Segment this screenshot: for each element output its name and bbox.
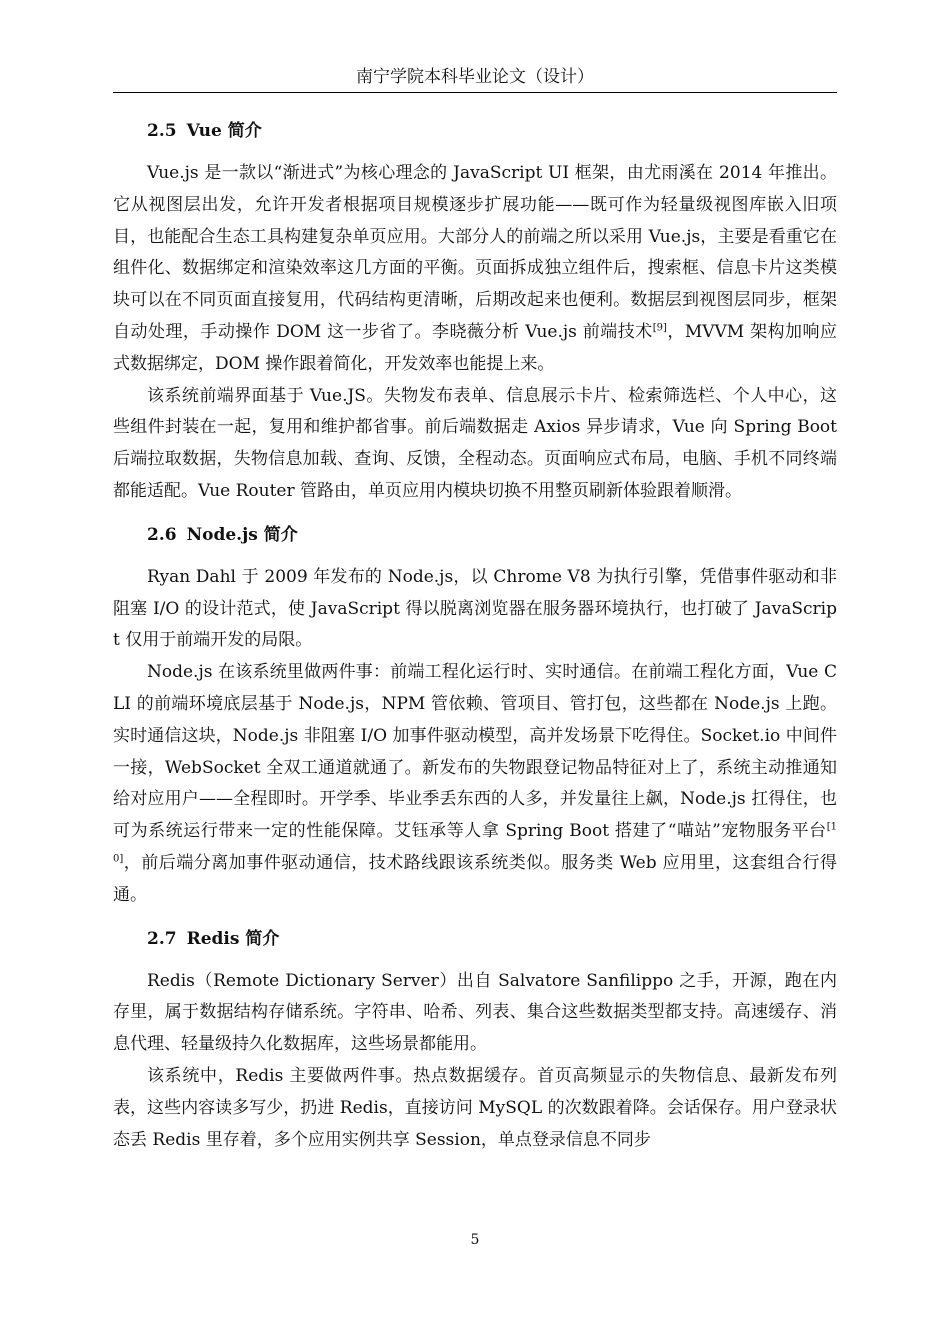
page-header — [113, 62, 837, 93]
paragraph-text: ，MVVM 架构加响应式数据绑定，DOM 操作跟着简化，开发效率也能提上来。 — [113, 321, 838, 374]
paragraph-text: ，前后端分离加事件驱动通信，技术路线跟该系统类似。服务类 Web 应用里，这套组合行得通。 — [113, 852, 837, 905]
section-heading-2-7 — [113, 922, 837, 956]
paragraph-vue-intro — [113, 158, 837, 381]
paragraph-vue-usage: 该系统前端界面基于 Vue.JS。失物发布表单、信息展示卡片、检索筛选栏、个人中心，这些组件封装在一起，复用和维护都省事。前后端数据走 Axios 异步请求，Vue 向 Spring Boot 后端拉取数据，失物信息加载、查询、反馈，全程动态。页面响应式布局，电脑、手机不同终端都能适配。Vue Router 管路由，单页应用内模块切换不用整页刷新体验跟着顺滑。 — [113, 385, 837, 501]
paragraph-node-usage — [113, 657, 837, 911]
section-title: Vue 简介 — [186, 121, 262, 141]
citation-9: [9] — [652, 322, 667, 334]
section-title: Node.js 简介 — [186, 524, 298, 545]
page-number: 5 — [470, 1232, 480, 1248]
section-title: Redis 简介 — [186, 928, 280, 949]
paragraph-redis-usage: 该系统中，Redis 主要做两件事。热点数据缓存。首页高频显示的失物信息、最新发布列表，这些内容读多写少，扔进 Redis，直接访问 MySQL 的次数跟着降。会话保存。用户登录状态丢 Redis 里存着，多个应用实例共享 Session，单点登录信息不同步 — [113, 1065, 837, 1150]
paragraph-text: Node.js 在该系统里做两件事：前端工程化运行时、实时通信。在前端工程化方面，Vue CLI 的前端环境底层基于 Node.js，NPM 管依赖、管项目、管打包，这些都在 Node.js 上跑。实时通信这块，Node.js 非阻塞 I/O 加事件驱动模型，高并发场景下吃得住。Socket.io 中间件一接，WebSocket 全双工通道就通了。新发布的失物跟登记物品特征对上了，系统主动推通知给对应用户——全程即时。开学季、毕业季丢东西的人多，并发量往上飙，Node.js 扛得住，也可为系统运行带来一定的性能保障。艾钰承等人拿 Spring Boot 搭建了“喵站”宠物服务平台 — [113, 662, 837, 842]
page-content — [113, 114, 837, 1156]
citation-10: [10] — [113, 821, 837, 865]
section-number: 2.5 — [147, 121, 177, 141]
section-number: 2.7 — [147, 928, 177, 949]
paragraph-text: Vue.js 是一款以“渐进式”为核心理念的 JavaScript UI 框架，由尤雨溪在 2014 年推出。它从视图层出发，允许开发者根据项目规模逐步扩展功能——既可作为轻量级视图库嵌入旧项目，也能配合生态工具构建复杂单页应用。大部分人的前端之所以采用 Vue.js，主要是看重它在组件化、数据绑定和渲染效率这几方面的平衡。页面拆成独立组件后，搜索框、信息卡片这类模块可以在不同页面直接复用，代码结构更清晰，后期改起来也便利。数据层到视图层同步，框架自动处理，手动操作 DOM 这一步省了。李晓薇分析 Vue.js 前端技术 — [113, 163, 837, 342]
section-heading-2-6 — [113, 518, 837, 552]
section-number: 2.6 — [147, 524, 177, 545]
thesis-title: 南宁学院本科毕业论文（设计） — [356, 67, 594, 87]
paragraph-node-intro: Ryan Dahl 于 2009 年发布的 Node.js，以 Chrome V8 为执行引擎，凭借事件驱动和非阻塞 I/O 的设计范式，使 JavaScript 得以脱离浏览器在服务器环境执行，也打破了 JavaScript 仅用于前端开发的局限。 — [113, 566, 837, 651]
paragraph-redis-intro: Redis（Remote Dictionary Server）出自 Salvatore Sanfilippo 之手，开源，跑在内存里，属于数据结构存储系统。字符串、哈希、列表、集合这些数据类型都支持。高速缓存、消息代理、轻量级持久化数据库，这些场景都能用。 — [113, 970, 837, 1055]
section-heading-2-5 — [113, 114, 837, 148]
